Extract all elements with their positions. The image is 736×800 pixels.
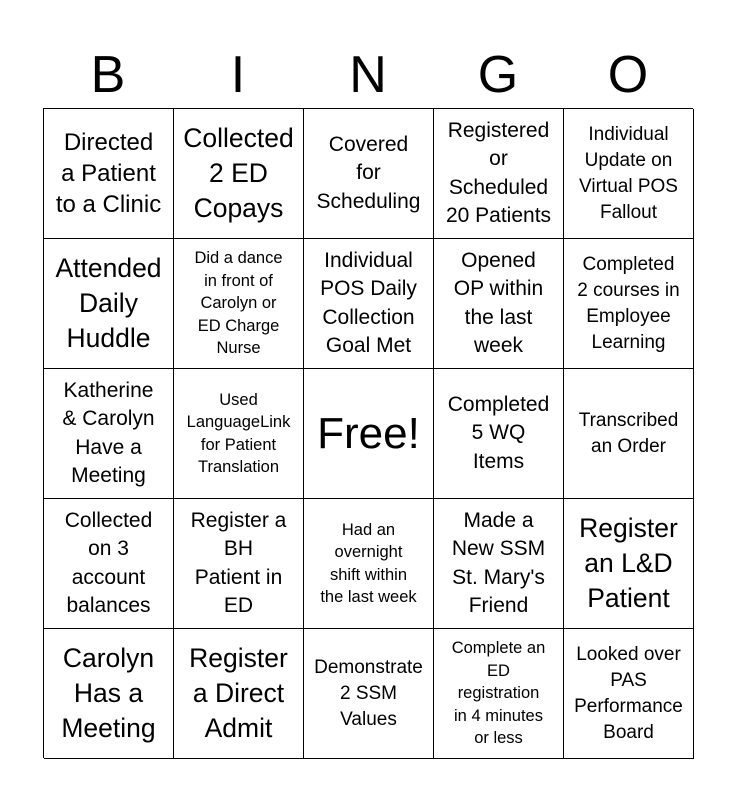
header-letter-i: I bbox=[230, 46, 246, 104]
cell-text: Collected 2 ED Copays bbox=[183, 123, 294, 223]
bingo-cell[interactable] bbox=[174, 239, 304, 369]
bingo-cell[interactable] bbox=[174, 499, 304, 629]
bingo-header bbox=[43, 44, 693, 106]
cell-text: Collected on 3 account balances bbox=[64, 508, 153, 617]
cell-text: Individual POS Daily Collection Goal Met bbox=[320, 248, 417, 357]
bingo-cell[interactable] bbox=[44, 369, 174, 499]
cell-text: Transcribed an Order bbox=[578, 409, 679, 457]
bingo-grid bbox=[43, 108, 693, 758]
cell-text: Individual Update on Virtual POS Fallout bbox=[579, 123, 678, 223]
bingo-cell[interactable] bbox=[564, 369, 694, 499]
bingo-cell[interactable] bbox=[44, 239, 174, 369]
cell-text: Katherine & Carolyn Have a Meeting bbox=[62, 378, 155, 487]
cell-text: Register a BH Patient in ED bbox=[190, 508, 287, 617]
bingo-cell[interactable] bbox=[44, 109, 174, 239]
bingo-cell[interactable] bbox=[44, 499, 174, 629]
cell-text: Completed 5 WQ Items bbox=[447, 392, 550, 473]
header-letter-n: N bbox=[349, 46, 387, 104]
cell-text: Demonstrate 2 SSM Values bbox=[314, 656, 423, 730]
cell-text: Attended Daily Huddle bbox=[55, 253, 162, 353]
bingo-cell[interactable] bbox=[174, 109, 304, 239]
cell-text: Had an overnight shift within the last week bbox=[320, 520, 417, 606]
bingo-cell[interactable] bbox=[434, 109, 564, 239]
free-space-cell[interactable] bbox=[304, 369, 434, 499]
header-letter-g: G bbox=[477, 46, 519, 104]
cell-text: Register a Direct Admit bbox=[189, 643, 288, 743]
bingo-cell[interactable] bbox=[564, 629, 694, 759]
bingo-cell[interactable] bbox=[434, 499, 564, 629]
cell-text: Directed a Patient to a Clinic bbox=[55, 129, 162, 218]
bingo-cell[interactable] bbox=[304, 109, 434, 239]
cell-text: Looked over PAS Performance Board bbox=[574, 643, 683, 743]
bingo-cell[interactable] bbox=[304, 499, 434, 629]
cell-text: Registered or Scheduled 20 Patients bbox=[445, 118, 552, 227]
free-space-text: Free! bbox=[317, 408, 420, 458]
bingo-cell[interactable] bbox=[174, 629, 304, 759]
bingo-cell[interactable] bbox=[304, 629, 434, 759]
bingo-cell[interactable] bbox=[564, 239, 694, 369]
bingo-cell[interactable] bbox=[434, 369, 564, 499]
cell-text: Carolyn Has a Meeting bbox=[61, 643, 156, 743]
bingo-cell[interactable] bbox=[174, 369, 304, 499]
bingo-cell[interactable] bbox=[44, 629, 174, 759]
bingo-cell[interactable] bbox=[434, 239, 564, 369]
cell-text: Completed 2 courses in Employee Learning bbox=[577, 253, 680, 353]
cell-text: Did a dance in front of Carolyn or ED Charge Nurse bbox=[194, 249, 283, 358]
cell-text: Made a New SSM St. Mary's Friend bbox=[451, 508, 546, 617]
bingo-cell[interactable] bbox=[434, 629, 564, 759]
cell-text: Used LanguageLink for Patient Translation bbox=[186, 390, 291, 476]
header-letter-b: B bbox=[90, 46, 126, 104]
cell-text: Covered for Scheduling bbox=[316, 132, 421, 213]
cell-text: Complete an ED registration in 4 minutes or less bbox=[451, 639, 546, 748]
bingo-cell[interactable] bbox=[304, 239, 434, 369]
bingo-cell[interactable] bbox=[564, 499, 694, 629]
cell-text: Opened OP within the last week bbox=[453, 248, 544, 357]
cell-text: Register an L&D Patient bbox=[579, 513, 678, 613]
header-letter-o: O bbox=[607, 46, 649, 104]
bingo-cell[interactable] bbox=[564, 109, 694, 239]
